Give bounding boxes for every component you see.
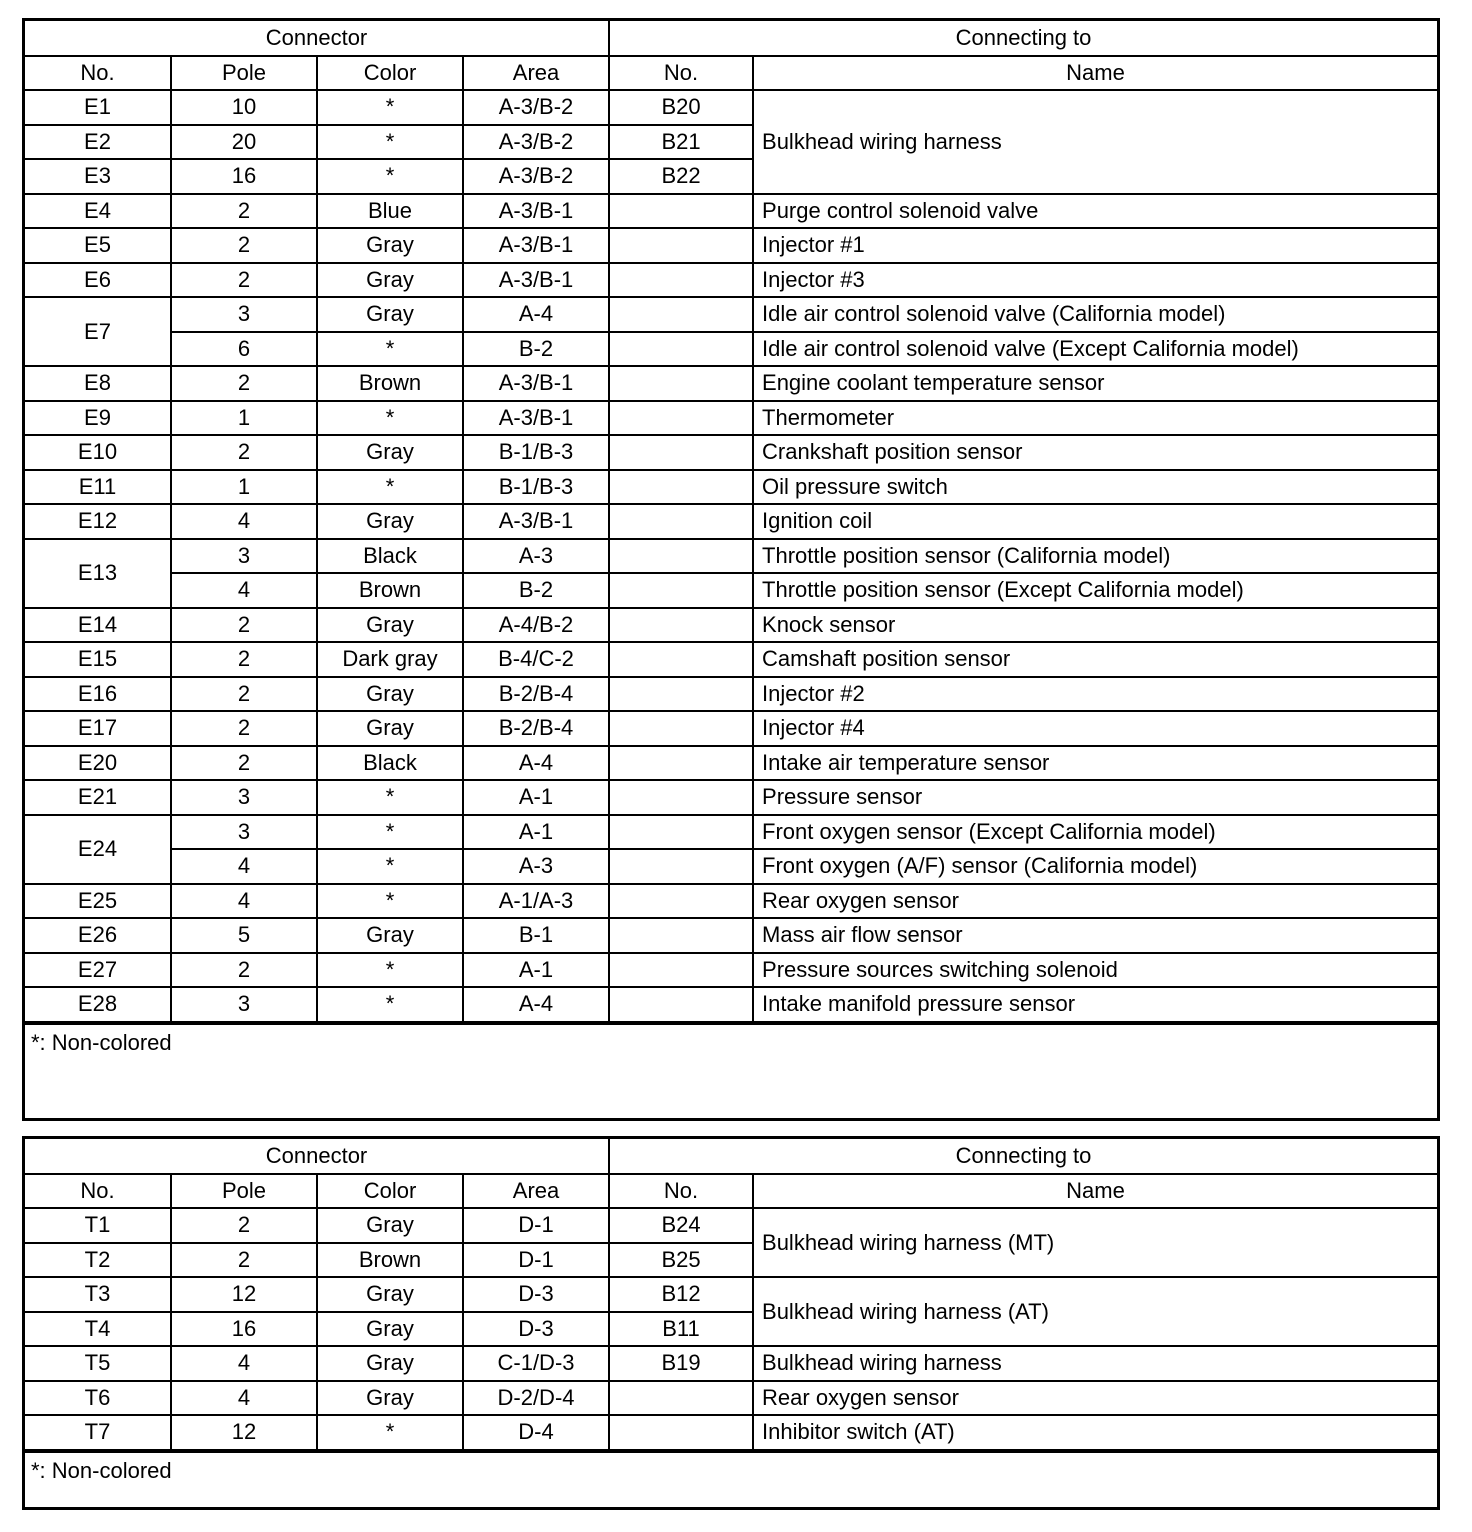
col-header-pole: Pole: [171, 56, 317, 91]
cell-name: Throttle position sensor (California model): [753, 539, 1437, 574]
cell-color: Gray: [317, 918, 463, 953]
cell-color: Black: [317, 539, 463, 574]
cell-no: E10: [25, 435, 171, 470]
cell-pole: 2: [171, 746, 317, 781]
cell-no: E28: [25, 987, 171, 1022]
cell-area: D-2/D-4: [463, 1381, 609, 1416]
cell-color: Gray: [317, 1312, 463, 1347]
cell-area: D-1: [463, 1208, 609, 1243]
cell-name: Injector #4: [753, 711, 1437, 746]
cell-pole: 3: [171, 297, 317, 332]
table-row: [25, 470, 1437, 505]
cell-pole: 4: [171, 573, 317, 608]
cell-to-no: [609, 194, 753, 229]
cell-color: *: [317, 815, 463, 850]
connector-group-header: Connector: [25, 21, 609, 56]
cell-area: A-1: [463, 780, 609, 815]
cell-area: A-3/B-1: [463, 228, 609, 263]
col-header-color: Color: [317, 1174, 463, 1209]
table-row: [25, 815, 1437, 850]
table-row: [25, 263, 1437, 298]
cell-no: E16: [25, 677, 171, 712]
cell-color: Brown: [317, 573, 463, 608]
cell-pole: 2: [171, 435, 317, 470]
cell-area: A-3/B-1: [463, 401, 609, 436]
cell-area: A-1: [463, 953, 609, 988]
cell-pole: 12: [171, 1277, 317, 1312]
cell-no: E4: [25, 194, 171, 229]
table-row: [25, 228, 1437, 263]
cell-no: E20: [25, 746, 171, 781]
cell-pole: 16: [171, 159, 317, 194]
cell-to-no: B25: [609, 1243, 753, 1278]
cell-no: E3: [25, 159, 171, 194]
cell-area: B-1: [463, 918, 609, 953]
cell-color: Gray: [317, 228, 463, 263]
cell-area: A-1/A-3: [463, 884, 609, 919]
cell-color: *: [317, 470, 463, 505]
cell-pole: 3: [171, 987, 317, 1022]
table-row: [25, 711, 1437, 746]
connector-group-header: Connector: [25, 1139, 609, 1174]
cell-pole: 4: [171, 884, 317, 919]
cell-to-no: [609, 953, 753, 988]
cell-name: Pressure sources switching solenoid: [753, 953, 1437, 988]
cell-no: E9: [25, 401, 171, 436]
cell-no: T5: [25, 1346, 171, 1381]
cell-color: Gray: [317, 1381, 463, 1416]
cell-no: E11: [25, 470, 171, 505]
cell-no: E25: [25, 884, 171, 919]
cell-to-no: [609, 297, 753, 332]
cell-to-no: B20: [609, 90, 753, 125]
table-row: [25, 194, 1437, 229]
cell-to-no: [609, 746, 753, 781]
cell-no: E15: [25, 642, 171, 677]
cell-pole: 10: [171, 90, 317, 125]
cell-color: Black: [317, 746, 463, 781]
table-row: [25, 573, 1437, 608]
cell-name: Rear oxygen sensor: [753, 1381, 1437, 1416]
cell-area: B-1/B-3: [463, 470, 609, 505]
cell-no: T6: [25, 1381, 171, 1416]
connector-table-e-grid: [25, 21, 1437, 1023]
cell-no: E21: [25, 780, 171, 815]
cell-to-no: B24: [609, 1208, 753, 1243]
cell-no: E26: [25, 918, 171, 953]
cell-area: A-4: [463, 297, 609, 332]
cell-to-no: [609, 815, 753, 850]
cell-to-no: B11: [609, 1312, 753, 1347]
cell-no: E8: [25, 366, 171, 401]
cell-area: B-4/C-2: [463, 642, 609, 677]
cell-area: A-3/B-2: [463, 125, 609, 160]
cell-to-no: [609, 642, 753, 677]
cell-area: A-4: [463, 987, 609, 1022]
table-row: [25, 504, 1437, 539]
col-header-no: No.: [25, 56, 171, 91]
cell-pole: 6: [171, 332, 317, 367]
table-footnote: *: Non-colored: [25, 1023, 1437, 1059]
cell-area: D-4: [463, 1415, 609, 1450]
cell-to-no: [609, 332, 753, 367]
table-row: [25, 297, 1437, 332]
cell-pole: 1: [171, 470, 317, 505]
cell-area: A-4/B-2: [463, 608, 609, 643]
cell-pole: 20: [171, 125, 317, 160]
cell-no: E13: [25, 539, 171, 608]
cell-no: T2: [25, 1243, 171, 1278]
cell-area: A-3/B-1: [463, 504, 609, 539]
table-row: [25, 746, 1437, 781]
cell-color: *: [317, 884, 463, 919]
cell-pole: 4: [171, 1346, 317, 1381]
cell-area: A-1: [463, 815, 609, 850]
cell-color: *: [317, 1415, 463, 1450]
table-row: [25, 332, 1437, 367]
cell-pole: 2: [171, 608, 317, 643]
cell-color: Dark gray: [317, 642, 463, 677]
cell-name: Throttle position sensor (Except California model): [753, 573, 1437, 608]
cell-to-no: [609, 401, 753, 436]
cell-area: B-2: [463, 573, 609, 608]
cell-pole: 2: [171, 1243, 317, 1278]
cell-no: E6: [25, 263, 171, 298]
cell-color: Blue: [317, 194, 463, 229]
cell-name: Front oxygen sensor (Except California model): [753, 815, 1437, 850]
cell-name: Engine coolant temperature sensor: [753, 366, 1437, 401]
cell-name: Idle air control solenoid valve (California model): [753, 297, 1437, 332]
cell-color: *: [317, 401, 463, 436]
cell-color: *: [317, 159, 463, 194]
cell-to-no: [609, 608, 753, 643]
cell-pole: 2: [171, 228, 317, 263]
cell-pole: 2: [171, 677, 317, 712]
table-row: [25, 1346, 1437, 1381]
cell-name: Bulkhead wiring harness (MT): [753, 1208, 1437, 1277]
table-row: [25, 1208, 1437, 1243]
cell-pole: 3: [171, 780, 317, 815]
cell-pole: 4: [171, 1381, 317, 1416]
cell-name: Thermometer: [753, 401, 1437, 436]
table-row: [25, 366, 1437, 401]
cell-to-no: [609, 504, 753, 539]
cell-area: B-2/B-4: [463, 677, 609, 712]
cell-to-no: B22: [609, 159, 753, 194]
connector-table-t: [22, 1136, 1440, 1510]
table-row: [25, 987, 1437, 1022]
cell-name: Camshaft position sensor: [753, 642, 1437, 677]
connector-table-e: [22, 18, 1440, 1121]
table-row: [25, 401, 1437, 436]
cell-area: C-1/D-3: [463, 1346, 609, 1381]
cell-to-no: [609, 677, 753, 712]
cell-color: Gray: [317, 1277, 463, 1312]
cell-color: Gray: [317, 711, 463, 746]
cell-color: Gray: [317, 263, 463, 298]
cell-area: A-3/B-1: [463, 263, 609, 298]
table-row: [25, 608, 1437, 643]
cell-area: A-4: [463, 746, 609, 781]
cell-pole: 12: [171, 1415, 317, 1450]
cell-to-no: [609, 435, 753, 470]
cell-no: T7: [25, 1415, 171, 1450]
cell-color: Gray: [317, 1346, 463, 1381]
cell-name: Idle air control solenoid valve (Except California model): [753, 332, 1437, 367]
table-row: [25, 677, 1437, 712]
cell-to-no: B21: [609, 125, 753, 160]
cell-area: B-1/B-3: [463, 435, 609, 470]
cell-name: Intake air temperature sensor: [753, 746, 1437, 781]
cell-to-no: [609, 987, 753, 1022]
connecting-to-group-header: Connecting to: [609, 21, 1437, 56]
col-header-color: Color: [317, 56, 463, 91]
cell-no: E27: [25, 953, 171, 988]
cell-name: Rear oxygen sensor: [753, 884, 1437, 919]
table-row: [25, 642, 1437, 677]
cell-pole: 2: [171, 366, 317, 401]
connecting-to-group-header: Connecting to: [609, 1139, 1437, 1174]
cell-area: B-2/B-4: [463, 711, 609, 746]
table-footnote: *: Non-colored: [25, 1451, 1437, 1487]
cell-to-no: B12: [609, 1277, 753, 1312]
cell-pole: 3: [171, 815, 317, 850]
cell-pole: 1: [171, 401, 317, 436]
col-header-name: Name: [753, 56, 1437, 91]
cell-no: T4: [25, 1312, 171, 1347]
cell-pole: 2: [171, 711, 317, 746]
table-row: [25, 884, 1437, 919]
cell-to-no: [609, 1415, 753, 1450]
cell-to-no: [609, 918, 753, 953]
cell-color: Gray: [317, 677, 463, 712]
cell-name: Intake manifold pressure sensor: [753, 987, 1437, 1022]
table-row: [25, 435, 1437, 470]
connector-table-t-grid: [25, 1139, 1437, 1451]
cell-area: D-1: [463, 1243, 609, 1278]
cell-to-no: B19: [609, 1346, 753, 1381]
col-header-to-no: No.: [609, 56, 753, 91]
cell-name: Knock sensor: [753, 608, 1437, 643]
cell-pole: 5: [171, 918, 317, 953]
col-header-pole: Pole: [171, 1174, 317, 1209]
col-header-to-no: No.: [609, 1174, 753, 1209]
cell-no: E2: [25, 125, 171, 160]
cell-name: Mass air flow sensor: [753, 918, 1437, 953]
cell-color: *: [317, 987, 463, 1022]
cell-no: T1: [25, 1208, 171, 1243]
cell-area: A-3/B-1: [463, 194, 609, 229]
cell-name: Ignition coil: [753, 504, 1437, 539]
cell-pole: 16: [171, 1312, 317, 1347]
cell-no: E24: [25, 815, 171, 884]
cell-name: Purge control solenoid valve: [753, 194, 1437, 229]
cell-to-no: [609, 1381, 753, 1416]
cell-name: Bulkhead wiring harness: [753, 90, 1437, 194]
cell-pole: 2: [171, 953, 317, 988]
table-row: [25, 780, 1437, 815]
cell-color: *: [317, 90, 463, 125]
table-row: [25, 849, 1437, 884]
cell-color: Gray: [317, 1208, 463, 1243]
cell-to-no: [609, 849, 753, 884]
col-header-area: Area: [463, 1174, 609, 1209]
table-row: [25, 539, 1437, 574]
cell-no: E7: [25, 297, 171, 366]
cell-name: Crankshaft position sensor: [753, 435, 1437, 470]
cell-no: E17: [25, 711, 171, 746]
cell-color: Gray: [317, 504, 463, 539]
cell-pole: 2: [171, 194, 317, 229]
cell-area: D-3: [463, 1277, 609, 1312]
cell-color: Gray: [317, 297, 463, 332]
cell-area: A-3/B-2: [463, 90, 609, 125]
cell-color: Brown: [317, 1243, 463, 1278]
cell-pole: 4: [171, 504, 317, 539]
cell-name: Injector #2: [753, 677, 1437, 712]
cell-to-no: [609, 366, 753, 401]
cell-name: Injector #1: [753, 228, 1437, 263]
cell-pole: 4: [171, 849, 317, 884]
table-row: [25, 1415, 1437, 1450]
cell-area: A-3: [463, 849, 609, 884]
cell-to-no: [609, 780, 753, 815]
cell-no: E14: [25, 608, 171, 643]
cell-no: E12: [25, 504, 171, 539]
cell-color: *: [317, 953, 463, 988]
cell-color: Gray: [317, 608, 463, 643]
cell-no: E1: [25, 90, 171, 125]
cell-to-no: [609, 711, 753, 746]
cell-to-no: [609, 884, 753, 919]
cell-name: Bulkhead wiring harness: [753, 1346, 1437, 1381]
cell-to-no: [609, 263, 753, 298]
cell-name: Inhibitor switch (AT): [753, 1415, 1437, 1450]
cell-pole: 2: [171, 642, 317, 677]
cell-name: Pressure sensor: [753, 780, 1437, 815]
cell-area: A-3: [463, 539, 609, 574]
cell-color: *: [317, 125, 463, 160]
cell-to-no: [609, 470, 753, 505]
cell-name: Bulkhead wiring harness (AT): [753, 1277, 1437, 1346]
cell-color: Gray: [317, 435, 463, 470]
cell-area: B-2: [463, 332, 609, 367]
cell-to-no: [609, 573, 753, 608]
col-header-area: Area: [463, 56, 609, 91]
cell-name: Front oxygen (A/F) sensor (California model): [753, 849, 1437, 884]
cell-pole: 3: [171, 539, 317, 574]
cell-pole: 2: [171, 263, 317, 298]
table-row: [25, 918, 1437, 953]
cell-to-no: [609, 228, 753, 263]
cell-pole: 2: [171, 1208, 317, 1243]
cell-name: Injector #3: [753, 263, 1437, 298]
cell-area: A-3/B-1: [463, 366, 609, 401]
cell-to-no: [609, 539, 753, 574]
cell-no: E5: [25, 228, 171, 263]
cell-color: Brown: [317, 366, 463, 401]
cell-area: D-3: [463, 1312, 609, 1347]
col-header-name: Name: [753, 1174, 1437, 1209]
table-row: [25, 1277, 1437, 1312]
table-row: [25, 953, 1437, 988]
table-row: [25, 1381, 1437, 1416]
cell-name: Oil pressure switch: [753, 470, 1437, 505]
col-header-no: No.: [25, 1174, 171, 1209]
cell-color: *: [317, 849, 463, 884]
table-row: [25, 90, 1437, 125]
cell-area: A-3/B-2: [463, 159, 609, 194]
cell-color: *: [317, 780, 463, 815]
cell-color: *: [317, 332, 463, 367]
cell-no: T3: [25, 1277, 171, 1312]
